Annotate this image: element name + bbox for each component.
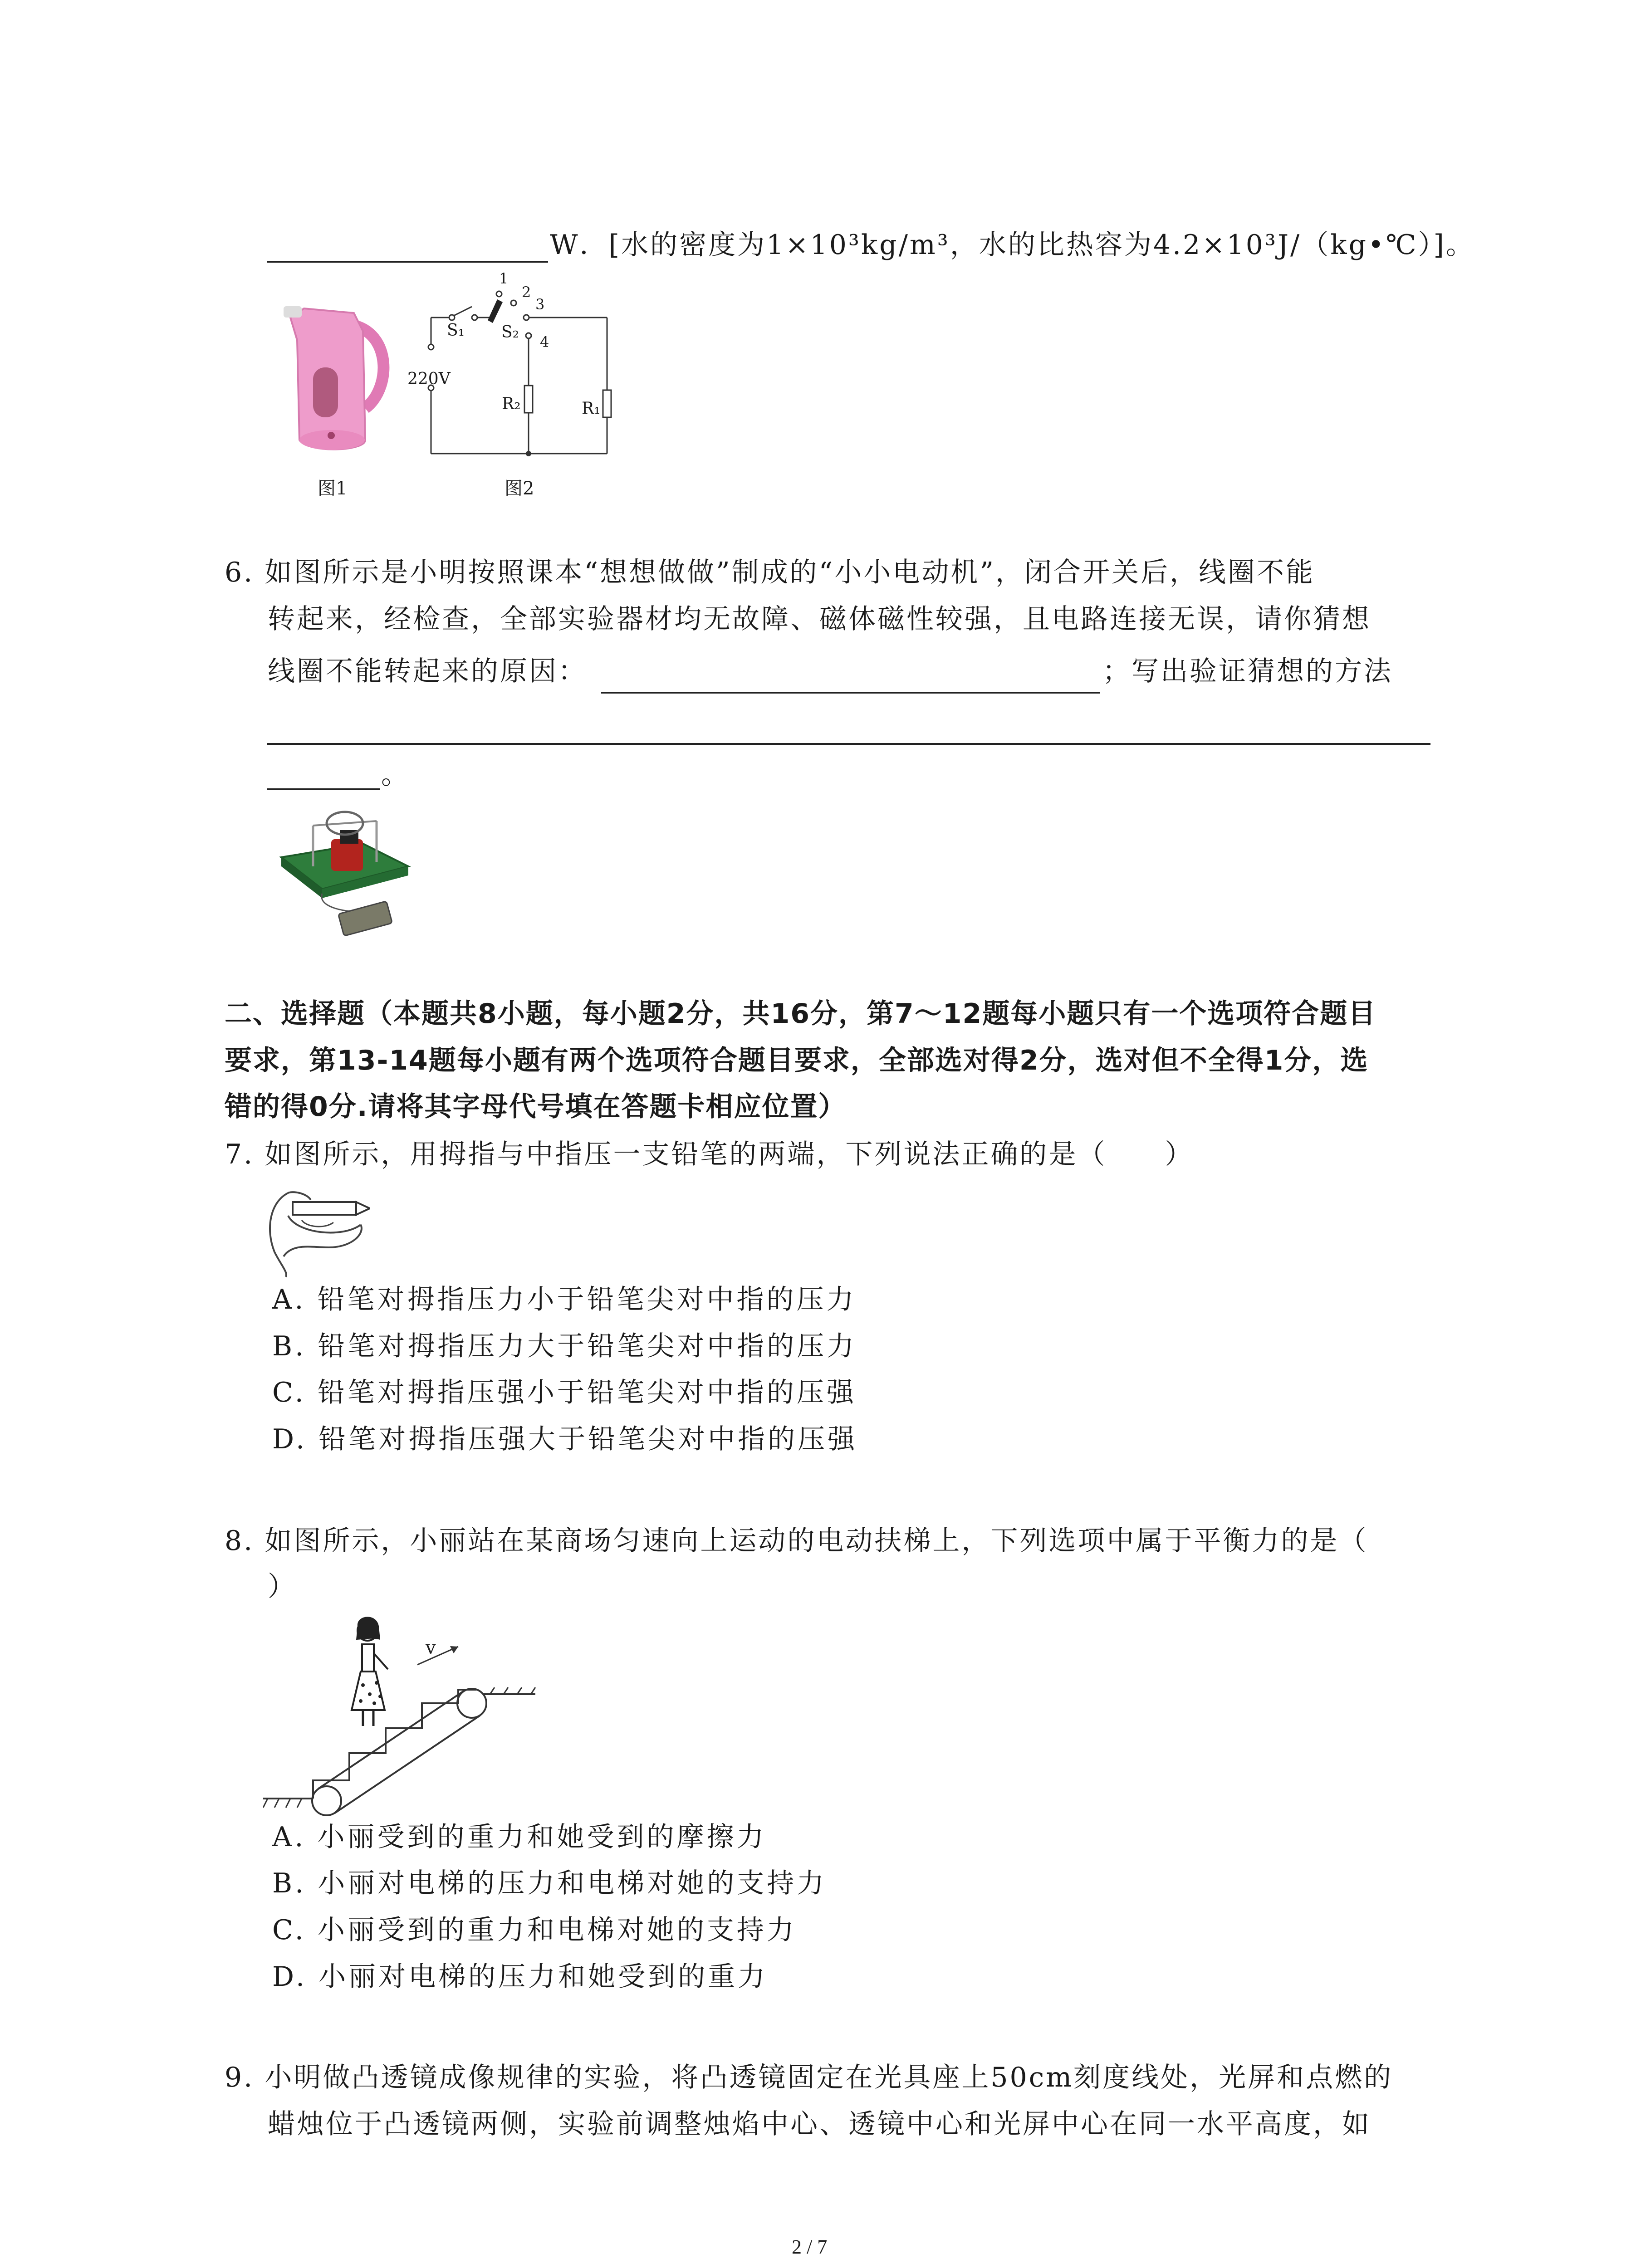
q8-stem-line-2: ） (268, 1571, 297, 1603)
circuit-r2-label: R₂ (502, 395, 521, 413)
q9-line-1: 9. 小明做凸透镜成像规律的实验，将凸透镜固定在光具座上50cm刻度线处，光屏和点燃的 (225, 2062, 1393, 2093)
circuit-terminal-3: 3 (535, 296, 545, 313)
q7-stem: 7. 如图所示，用拇指与中指压一支铅笔的两端，下列说法正确的是（ ） (225, 1139, 1194, 1170)
q6-line-2: 转起来，经检查，全部实验器材均无故障、磁体磁性较强，且电路连接无误，请你猜想 (268, 603, 1371, 635)
answer-blank-q6-method[interactable] (267, 743, 1430, 745)
section-2-heading-line-3: 错的得0分.请将其字母代号填在答题卡相应位置） (225, 1091, 847, 1123)
answer-blank-q5[interactable] (267, 261, 548, 263)
circuit-terminal-2: 2 (522, 284, 531, 301)
steamer-figure (272, 290, 408, 458)
velocity-label: v (426, 1637, 436, 1658)
q8-stem-line-1: 8. 如图所示，小丽站在某商场匀速向上运动的电动扶梯上，下列选项中属于平衡力的是（ (225, 1525, 1368, 1557)
pencil-hand-figure (261, 1184, 370, 1279)
answer-blank-q6-method-cont[interactable] (267, 788, 380, 790)
q8-option-a[interactable]: A. 小丽受到的重力和她受到的摩擦力 (272, 1821, 767, 1853)
q9-line-2: 蜡烛位于凸透镜两侧，实验前调整烛焰中心、透镜中心和光屏中心在同一水平高度，如 (268, 2108, 1371, 2140)
q7-option-b[interactable]: B. 铅笔对拇指压力大于铅笔尖对中指的压力 (272, 1330, 857, 1362)
section-2-heading-line-2: 要求，第13-14题每小题有两个选项符合题目要求，全部选对得2分，选对但不全得1分，选 (225, 1045, 1369, 1076)
q6-line-5-end: 。 (381, 759, 410, 791)
motor-magnet (331, 839, 363, 871)
section-2-heading-line-1: 二、选择题（本题共8小题，每小题2分，共16分，第7～12题每小题只有一个选项符合题目 (225, 998, 1376, 1030)
steamer-nozzle (284, 306, 302, 318)
pencil (293, 1202, 356, 1215)
electric-motor-figure (272, 798, 417, 943)
circuit-diagram (390, 268, 626, 467)
q6-line-3b: ；写出验证猜想的方法 (1102, 655, 1393, 687)
q7-option-c[interactable]: C. 铅笔对拇指压强小于铅笔尖对中指的压强 (272, 1377, 857, 1408)
steamer-window (313, 367, 338, 417)
q8-option-d[interactable]: D. 小丽对电梯的压力和她受到的重力 (272, 1961, 768, 1993)
q7-option-d[interactable]: D. 铅笔对拇指压强大于铅笔尖对中指的压强 (272, 1423, 858, 1455)
q5-line-tail: W．[水的密度为1×10³kg/m³，水的比热容为4.2×10³J/（kg•℃）]。 (550, 229, 1475, 261)
q8-option-c[interactable]: C. 小丽受到的重力和电梯对她的支持力 (272, 1914, 797, 1946)
circuit-s1-label: S₁ (447, 321, 465, 340)
motor-battery (338, 901, 392, 936)
circuit-voltage-label: 220V (407, 370, 451, 388)
page-number: 2 / 7 (792, 2236, 828, 2258)
girl-figure (352, 1617, 388, 1726)
circuit-s2-label: S₂ (501, 323, 519, 342)
circuit-r1-label: R₁ (582, 399, 601, 418)
steamer-button (328, 432, 335, 439)
answer-blank-q6-reason[interactable] (601, 692, 1100, 694)
circuit-terminal-4: 4 (540, 333, 549, 351)
q7-option-a[interactable]: A. 铅笔对拇指压力小于铅笔尖对中指的压力 (272, 1284, 857, 1315)
q8-option-b[interactable]: B. 小丽对电梯的压力和电梯对她的支持力 (272, 1867, 827, 1899)
escalator-figure (263, 1608, 544, 1821)
q6-line-3a: 线圈不能转起来的原因： (268, 655, 587, 687)
figure-2-label: 图2 (505, 478, 534, 499)
q6-line-1: 6. 如图所示是小明按照课本“想想做做”制成的“小小电动机”，闭合开关后，线圈不能 (225, 557, 1315, 588)
circuit-terminal-1: 1 (499, 270, 509, 287)
figure-1-label: 图1 (318, 478, 348, 499)
